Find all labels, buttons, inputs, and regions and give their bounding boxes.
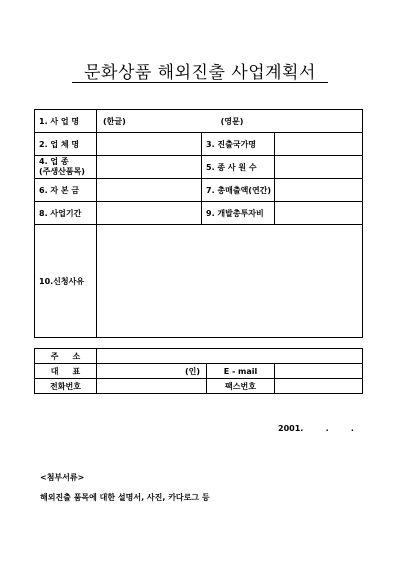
label-industry: [35, 156, 97, 179]
table-row: [35, 133, 363, 156]
field-application-reason[interactable]: [97, 225, 363, 338]
attachments-description: 해외진출 품목에 대한 설명서, 사진, 카다로그 등: [40, 493, 210, 502]
field-email[interactable]: [275, 364, 363, 379]
field-company-name[interactable]: [97, 133, 202, 156]
contact-table: [34, 348, 363, 394]
seal-mark: (인): [184, 366, 200, 376]
field-annual-sales[interactable]: [275, 179, 363, 202]
label-industry-line1: 4. 업 종: [39, 157, 69, 166]
title-underline: [72, 82, 328, 83]
label-annual-sales: 7. 총매출액(연간): [202, 179, 275, 202]
korean-hint: (한글): [103, 116, 126, 126]
field-address[interactable]: [97, 349, 363, 364]
label-target-country: 3. 진출국가명: [202, 133, 275, 156]
label-company-name: 2. 업 체 명: [35, 133, 97, 156]
field-capital[interactable]: [97, 179, 202, 202]
label-business-period: 8. 사업기간: [35, 202, 97, 225]
label-employees: 5. 종 사 원 수: [202, 156, 275, 179]
field-employees[interactable]: [275, 156, 363, 179]
label-industry-line2: (주생산품목): [39, 167, 85, 176]
table-row: [35, 364, 363, 379]
label-application-reason: 10.신청사유: [35, 225, 97, 338]
label-fax: 팩스번호: [207, 379, 275, 394]
table-row: [35, 225, 363, 338]
field-total-investment[interactable]: [275, 202, 363, 225]
label-total-investment: 9. 개발총투자비: [202, 202, 275, 225]
field-business-period[interactable]: [97, 202, 202, 225]
label-business-name: 1. 사 업 명: [35, 110, 97, 133]
field-representative[interactable]: [97, 364, 207, 379]
label-capital: 6. 자 본 금: [35, 179, 97, 202]
field-business-name[interactable]: [97, 110, 363, 133]
field-phone[interactable]: [97, 379, 207, 394]
english-hint: (영문): [220, 116, 244, 126]
table-row: [35, 156, 363, 179]
attachments-heading: <첨부서류>: [40, 473, 85, 482]
date-line: 2001. . .: [278, 424, 354, 433]
table-row: [35, 179, 363, 202]
table-row: [35, 349, 363, 364]
document-title: 문화상품 해외진출 사업계획서: [84, 63, 316, 83]
field-target-country[interactable]: [275, 133, 363, 156]
field-fax[interactable]: [275, 379, 363, 394]
business-plan-table: [34, 109, 363, 338]
field-industry[interactable]: [97, 156, 202, 179]
label-representative: 대 표: [35, 364, 97, 379]
table-row: [35, 110, 363, 133]
table-row: [35, 202, 363, 225]
table-row: [35, 379, 363, 394]
label-email: E - mail: [207, 364, 275, 379]
label-address: 주 소: [35, 349, 97, 364]
label-phone: 전화번호: [35, 379, 97, 394]
